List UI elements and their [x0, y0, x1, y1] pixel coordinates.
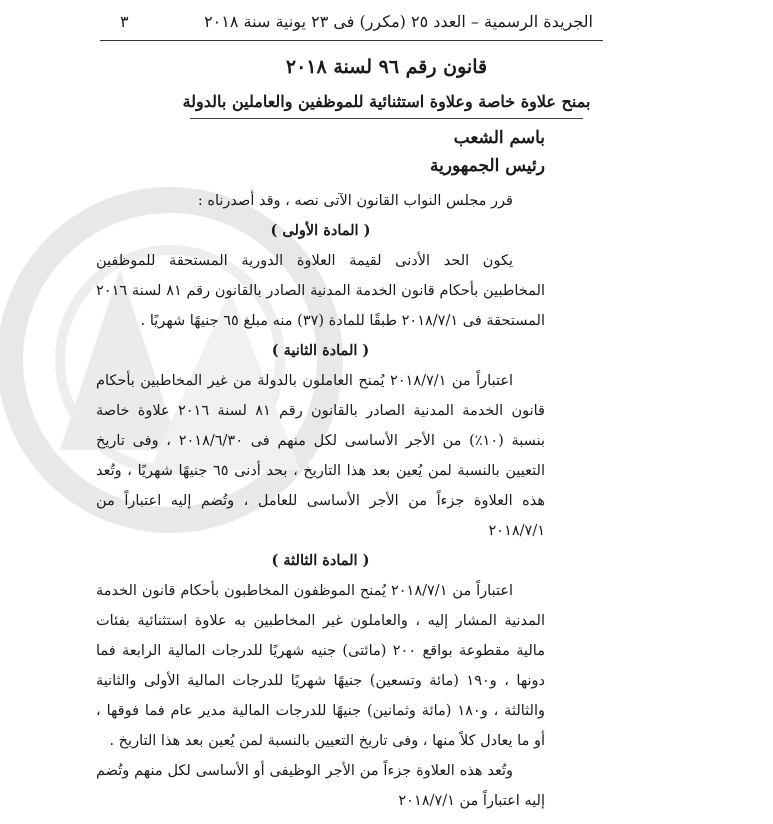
- subtitle-divider: [190, 118, 583, 119]
- article-1-text: يكون الحد الأدنى لقيمة العلاوة الدورية المستحقة للموظفين المخاطبين بأحكام قانون الخدمة المدنية الصادر بالقانون رقم ٨١ لسنة ٢٠١٦ المستحقة فى ٢٠١٨/٧/١ طبقًا للمادة (٣٧) منه مبلغ ٦٥ جنيهًا شهريًا .: [96, 253, 545, 329]
- in-the-name-of-the-people: باسم الشعب: [453, 128, 545, 148]
- article-3-text-2: وتُعد هذه العلاوة جزءاً من الأجر الوظيفى أو الأساسى لكل منهم وتُضم إليه اعتباراً من ٢٠١٨/٧/١: [96, 763, 545, 809]
- article-2-text: اعتباراً من ٢٠١٨/٧/١ يُمنح العاملون بالدولة من غير المخاطبين بأحكام قانون الخدمة المدنية الصادر بالقانون رقم ٨١ لسنة ٢٠١٦ علاوة خاصة بنسبة (١٠٪) من الأجر الأساسى لكل منهم فى ٢٠١٨/٦/٣٠ ، وفى تاريخ التعيين بالنسبة لمن يُعين بعد هذا التاريخ ، بحد أدنى ٦٥ جنيهًا شهريًا ، وتُعد هذه العلاوة جزءاً من الأجر الأساسى للعامل ، وتُضم إليه اعتباراً من ٢٠١٨/٧/١: [96, 373, 546, 539]
- preamble: قرر مجلس النواب القانون الآتى نصه ، وقد أصدرناه :: [197, 193, 513, 209]
- law-subtitle: بمنح علاوة خاصة وعلاوة استثنائية للموظفين والعاملين بالدولة: [182, 92, 591, 111]
- gazette-publication-line: الجريدة الرسمية – العدد ٢٥ (مكرر) فى ٢٣ يونية سنة ٢٠١٨: [204, 11, 593, 31]
- article-2-heading: ( المادة الثانية ): [271, 342, 370, 359]
- gazette-header: [120, 8, 593, 34]
- page-number: ٣: [120, 11, 129, 31]
- article-1-heading: ( المادة الأولى ): [270, 222, 371, 239]
- header-divider: [100, 40, 603, 41]
- law-body: [96, 186, 545, 816]
- article-3-text: اعتباراً من ٢٠١٨/٧/١ يُمنح الموظفون المخاطبون بأحكام قانون الخدمة المدنية المشار إليه ، والعاملون غير المخاطبين به علاوة استثنائية بفئات مالية مقطوعة بواقع ٢٠٠ (مائتى) جنيه شهريًا للدرجات المالية الرابعة فما دونها ، و١٩٠ (مائة وتسعين) جنيهًا شهريًا للدرجات المالية الأولى والثانية والثالثة ، و١٨٠ (مائة وثمانين) جنيهًا للدرجات المالية مدير عام فما فوقها ، أو ما يعادل كلاً منها ، وفى تاريخ التعيين بالنسبة لمن يُعين بعد هذا التاريخ .: [96, 583, 546, 749]
- law-title: قانون رقم ٩٦ لسنة ٢٠١٨: [285, 56, 488, 78]
- president-heading: رئيس الجمهورية: [429, 156, 545, 176]
- article-3-heading: ( المادة الثالثة ): [271, 552, 370, 569]
